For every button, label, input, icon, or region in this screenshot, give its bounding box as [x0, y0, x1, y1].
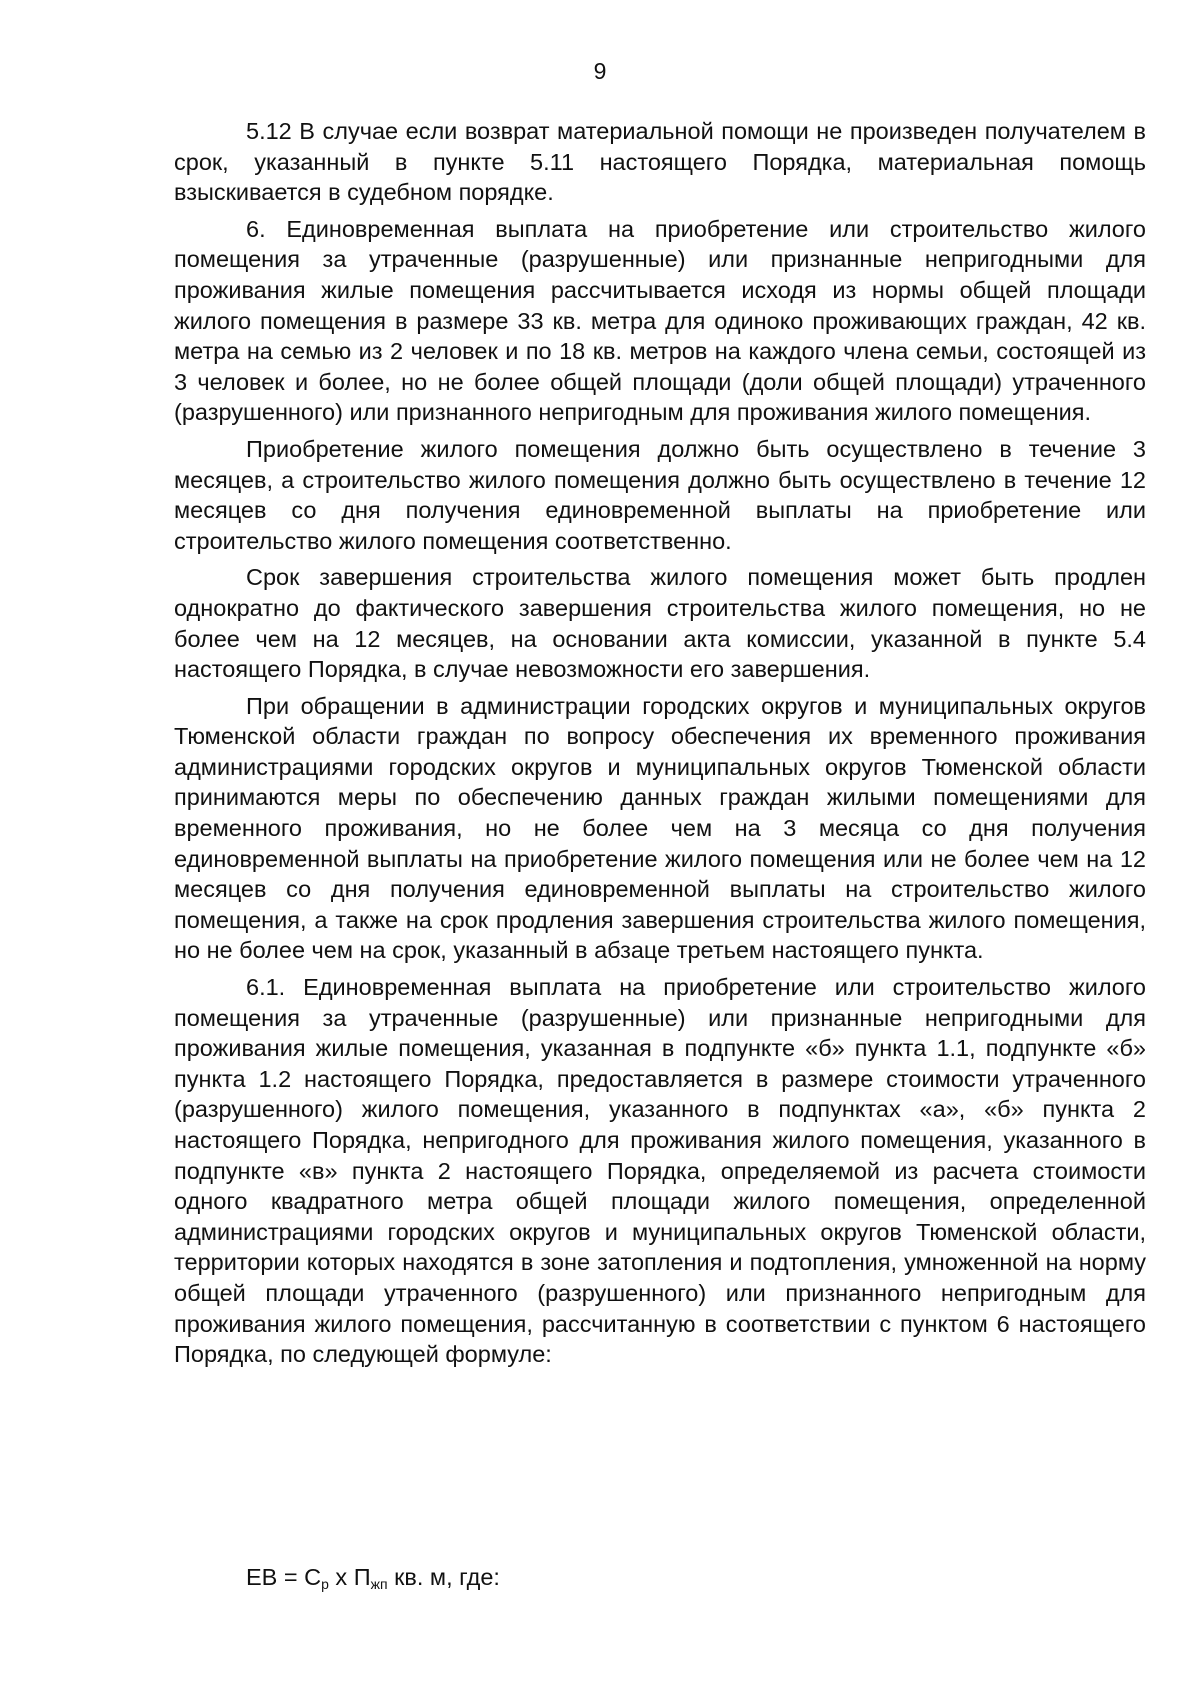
paragraph-6: 6. Единовременная выплата на приобретение или строительство жилого помещения за утраченные (разрушенные) или признанные непригодными для проживания жилые помещения рассчитывается исходя из нормы общей площади жилого помещения в размере 33 кв. метра для одиноко проживающих граждан, 42 кв. метра на семью из 2 человек и по 18 кв. метров на каждого члена семьи, состоящей из 3 человек и более, но не более общей площади (доли общей площади) утраченного (разрушенного) или признанного непригодным для проживания жилого помещения. — [174, 215, 1146, 426]
formula-rhs: кв. м, где: — [387, 1564, 500, 1590]
payment-formula — [246, 1562, 500, 1599]
paragraph-temporary-housing: При обращении в администрации городских округов и муниципальных округов Тюменской области граждан по вопросу обеспечения их временного проживания администрациями городских округов и муниципальных округов Тюменской области принимаются меры по обеспечению данных граждан жилыми помещениями для временного проживания, но не более чем на 3 месяца со дня получения единовременной выплаты на приобретение жилого помещения или не более чем на 12 месяцев со дня получения единовременной выплаты на строительство жилого помещения, а также на срок продления завершения строительства жилого помещения, но не более чем на срок, указанный в абзаце третьем настоящего пункта. — [174, 692, 1146, 964]
page-number: 9 — [593, 58, 607, 84]
paragraph-construction-extension: Срок завершения строительства жилого помещения может быть продлен однократно до фактического завершения строительства жилого помещения, но не более чем на 12 месяцев, на основании акта комиссии, указанной в пункте 5.4 настоящего Порядка, в случае невозможности его завершения. — [174, 564, 1146, 683]
paragraph-acquisition-deadline: Приобретение жилого помещения должно быть осуществлено в течение 3 месяцев, а строительство жилого помещения должно быть осуществлено в течение 12 месяцев со дня получения единовременной выплаты на приобретение или строительство жилого помещения соответственно. — [174, 435, 1146, 554]
paragraph-5-12: 5.12 В случае если возврат материальной помощи не произведен получателем в срок, указанный в пункте 5.11 настоящего Порядка, материальная помощь взыскивается в судебном порядке. — [174, 118, 1146, 206]
paragraph-6-1: 6.1. Единовременная выплата на приобретение или строительство жилого помещения за утраченные (разрушенные) или признанные непригодными для проживания жилые помещения, указанная в подпункте «б» пункта 1.1, подпункте «б» пункта 1.2 настоящего Порядка, предоставляется в размере стоимости утраченного (разрушенного) жилого помещения, указанного в подпунктах «а», «б» пункта 2 настоящего Порядка, непригодного для проживания жилого помещения, указанного в подпункте «в» пункта 2 настоящего Порядка, определяемой из расчета стоимости одного квадратного метра общей площади жилого помещения, определенной администрациями городских округов и муниципальных округов Тюменской области, территории которых находятся в зоне затопления и подтопления, умноженной на норму общей площади утраченного (разрушенного) или признанного непригодным для проживания жилого помещения, рассчитанную в соответствии с пунктом 6 настоящего Порядка, по следующей формуле: — [174, 974, 1146, 1368]
formula-subscript-area: жп — [370, 1576, 388, 1592]
formula-mid: х П — [328, 1564, 371, 1590]
formula-lhs: ЕВ = С — [246, 1564, 322, 1590]
formula-subscript-cost: р — [321, 1576, 329, 1592]
document-body — [174, 116, 1146, 1376]
